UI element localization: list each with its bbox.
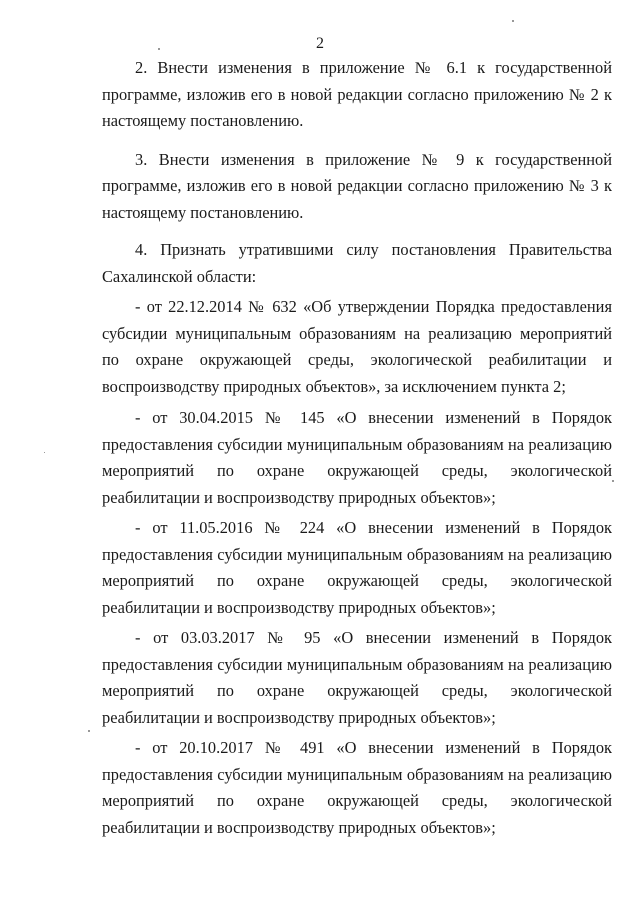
paragraph-3: 3. Внести изменения в приложение № 9 к государственной программе, изложив его в новой редакции согласно приложению № 3 к настоящему постановлению. — [102, 149, 612, 222]
list-item: - от 20.10.2017 № 491 «О внесении изменений в Порядок предоставления субсидии муниципальным образованиям на реализацию мероприятий по охране окружающей среды, экологической реабилитации и воспроизводству природных объектов»; — [102, 738, 612, 837]
scan-speck — [88, 730, 90, 732]
list-item: - от 30.04.2015 № 145 «О внесении изменений в Порядок предоставления субсидии муниципальным образованиям на реализацию мероприятий по охране окружающей среды, экологической реабилитации и воспроизводству природных объектов»; — [102, 408, 612, 507]
paragraph-4: 4. Признать утратившими силу постановления Правительства Сахалинской области: — [102, 240, 612, 286]
scan-speck — [158, 48, 160, 50]
page-number: 2 — [316, 35, 324, 52]
list-item: - от 22.12.2014 № 632 «Об утверждении Порядка предоставления субсидии муниципальным образованиям на реализацию мероприятий по охране окружающей среды, экологической реабилитации и воспроизводству природных объектов», за исключением пункта 2; — [102, 297, 612, 396]
scan-speck — [612, 480, 614, 482]
document-body — [102, 55, 612, 841]
scan-speck — [44, 452, 45, 453]
paragraph-2: 2. Внести изменения в приложение № 6.1 к государственной программе, изложив его в новой редакции согласно приложению № 2 к настоящему постановлению. — [102, 58, 612, 130]
list-item: - от 03.03.2017 № 95 «О внесении изменений в Порядок предоставления субсидии муниципальным образованиям на реализацию мероприятий по охране окружающей среды, экологической реабилитации и воспроизводству природных объектов»; — [102, 628, 612, 727]
list-item: - от 11.05.2016 № 224 «О внесении изменений в Порядок предоставления субсидии муниципальным образованиям на реализацию мероприятий по охране окружающей среды, экологической реабилитации и воспроизводству природных объектов»; — [102, 518, 612, 617]
scan-speck — [512, 20, 514, 22]
